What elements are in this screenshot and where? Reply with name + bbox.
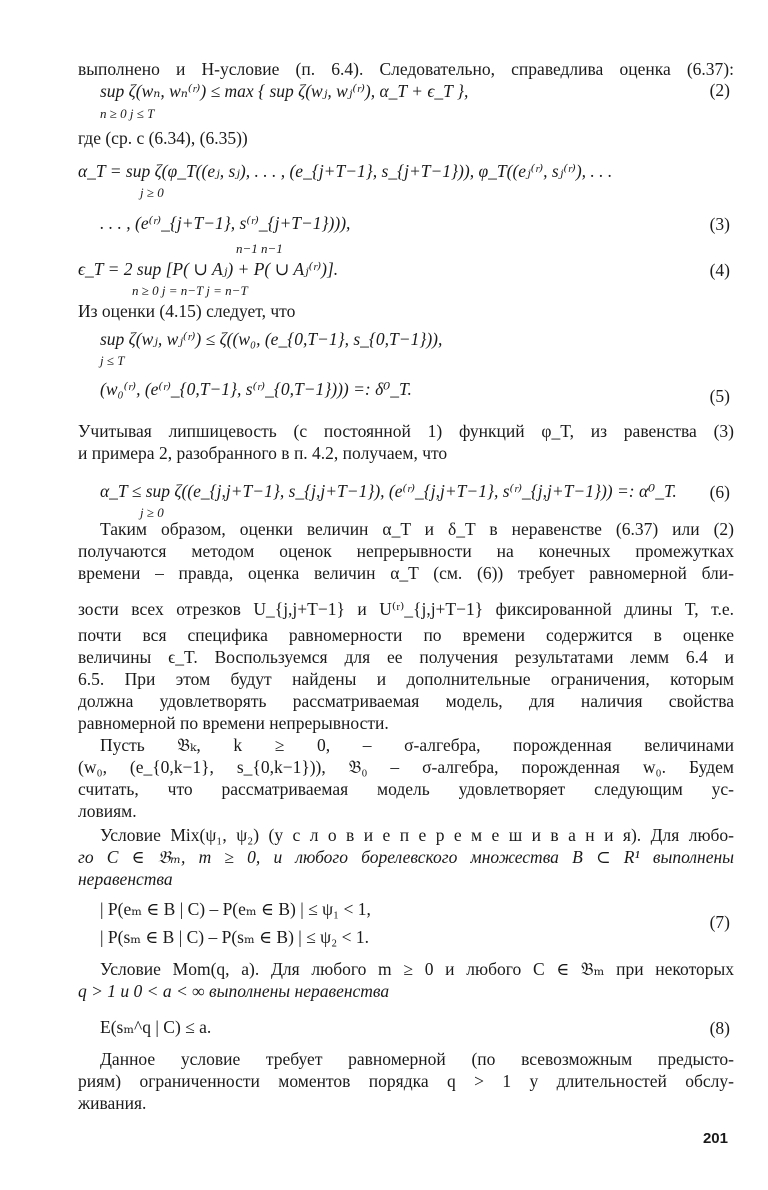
text-line: го C ∈ 𝔅ₘ, m ≥ 0, и любого борелевского множества B ⊂ R¹ выполнены	[78, 847, 734, 867]
text-line: Пусть 𝔅ₖ, k ≥ 0, – σ-алгебра, порожденная величинами	[100, 735, 734, 755]
formula-subscript-line: j ≤ T	[100, 353, 125, 368]
formula-superscript-line: n−1 n−1	[236, 241, 283, 256]
equation-number: (4)	[709, 260, 730, 280]
text-line: зости всех отрезков U_{j,j+T−1} и U⁽ʳ⁾_{j,j+T−1} фиксированной длины T, т.е.	[78, 599, 734, 619]
text-line: Данное условие требует равномерной (по всевозможным предысто-	[100, 1049, 734, 1069]
equation-number: (2)	[709, 80, 730, 100]
text-line: (w₀, (e_{0,k−1}, s_{0,k−1})), 𝔅₀ – σ-алгебра, порожденная w₀. Будем	[78, 757, 734, 777]
formula-line: α_T ≤ sup ζ((e_{j,j+T−1}, s_{j,j+T−1}), (e⁽ʳ⁾_{j,j+T−1}, s⁽ʳ⁾_{j,j+T−1})) =: α⁰_T.	[100, 481, 677, 501]
text-line: времени – правда, оценка величин α_T (см. (6)) требует равномерной бли-	[78, 563, 734, 583]
text-line: величины ϵ_T. Воспользуемся для ее получения результатами лемм 6.4 и	[78, 647, 734, 667]
text-line: ловиям.	[78, 801, 137, 821]
text-line: 6.5. При этом будут найдены и дополнительные ограничения, которым	[78, 669, 734, 689]
text-line: почти вся специфика равномерности по времени содержится в оценке	[78, 625, 734, 645]
equation-number: (5)	[709, 386, 730, 406]
text-line: живания.	[78, 1093, 147, 1113]
formula-line: | P(sₘ ∈ B | C) – P(sₘ ∈ B) | ≤ ψ₂ < 1.	[100, 927, 369, 947]
formula-line: . . . , (e⁽ʳ⁾_{j+T−1}, s⁽ʳ⁾_{j+T−1}))),	[100, 213, 351, 233]
equation-number: (3)	[709, 214, 730, 234]
text-line: должна удовлетворять рассматриваемая модель, для наличия свойства	[78, 691, 734, 711]
formula-line: E(sₘ^q | C) ≤ a.	[100, 1017, 212, 1037]
text-line: риям) ограниченности моментов порядка q > 1 у длительностей обслу-	[78, 1071, 734, 1091]
formula-subscript-line: j ≥ 0	[140, 505, 164, 520]
equation-number: (7)	[709, 912, 730, 932]
equation-number: (6)	[709, 482, 730, 502]
text-line: Таким образом, оценки величин α_T и δ_T в неравенстве (6.37) или (2)	[100, 519, 734, 539]
formula-line: sup ζ(wⱼ, wⱼ⁽ʳ⁾) ≤ ζ((w₀, (e_{0,T−1}, s_{0,T−1})),	[100, 329, 443, 349]
formula-line: | P(eₘ ∈ B | C) – P(eₘ ∈ B) | ≤ ψ₁ < 1,	[100, 899, 371, 919]
condition-heading-line: Условие Mix(ψ₁, ψ₂) (у с л о в и е п е р е м е ш и в а н и я). Для любо-	[100, 825, 734, 845]
formula-line: ϵ_T = 2 sup [P( ∪ Aⱼ) + P( ∪ Aⱼ⁽ʳ⁾)].	[78, 259, 339, 279]
text-line: где (ср. с (6.34), (6.35))	[78, 128, 248, 148]
text-line: и примера 2, разобранного в п. 4.2, получаем, что	[78, 443, 448, 463]
text-line: получаются методом оценок непрерывности на конечных промежутках	[78, 541, 734, 561]
text-line: Из оценки (4.15) следует, что	[78, 301, 296, 321]
text-line: равномерной по времени непрерывности.	[78, 713, 389, 733]
text-line: Учитывая липшицевость (с постоянной 1) функций φ_T, из равенства (3)	[78, 421, 734, 441]
formula-subscript-line: j ≥ 0	[140, 185, 164, 200]
text-line: выполнено и Н-условие (п. 6.4). Следовательно, справедлива оценка (6.37):	[78, 59, 734, 79]
formula-line: α_T = sup ζ(φ_T((eⱼ, sⱼ), . . . , (e_{j+T−1}, s_{j+T−1})), φ_T((eⱼ⁽ʳ⁾, sⱼ⁽ʳ⁾), . . .	[78, 161, 613, 181]
text-line: неравенства	[78, 869, 173, 889]
condition-heading-line: Условие Mom(q, a). Для любого m ≥ 0 и любого C ∈ 𝔅ₘ при некоторых	[100, 959, 734, 979]
page-number: 201	[702, 1130, 728, 1147]
formula-subscript-line: n ≥ 0 j = n−T j = n−T	[132, 283, 248, 298]
formula-subscript-line: n ≥ 0 j ≤ T	[100, 106, 155, 121]
equation-number: (8)	[709, 1018, 730, 1038]
formula-line: sup ζ(wₙ, wₙ⁽ʳ⁾) ≤ max { sup ζ(wⱼ, wⱼ⁽ʳ⁾), α_T + ϵ_T },	[100, 81, 469, 101]
text-line: q > 1 и 0 < a < ∞ выполнены неравенства	[78, 981, 390, 1001]
formula-line: (w₀⁽ʳ⁾, (e⁽ʳ⁾_{0,T−1}, s⁽ʳ⁾_{0,T−1}))) =: δ⁰_T.	[100, 379, 412, 399]
text-line: считать, что рассматриваемая модель удовлетворяет следующим ус-	[78, 779, 734, 799]
